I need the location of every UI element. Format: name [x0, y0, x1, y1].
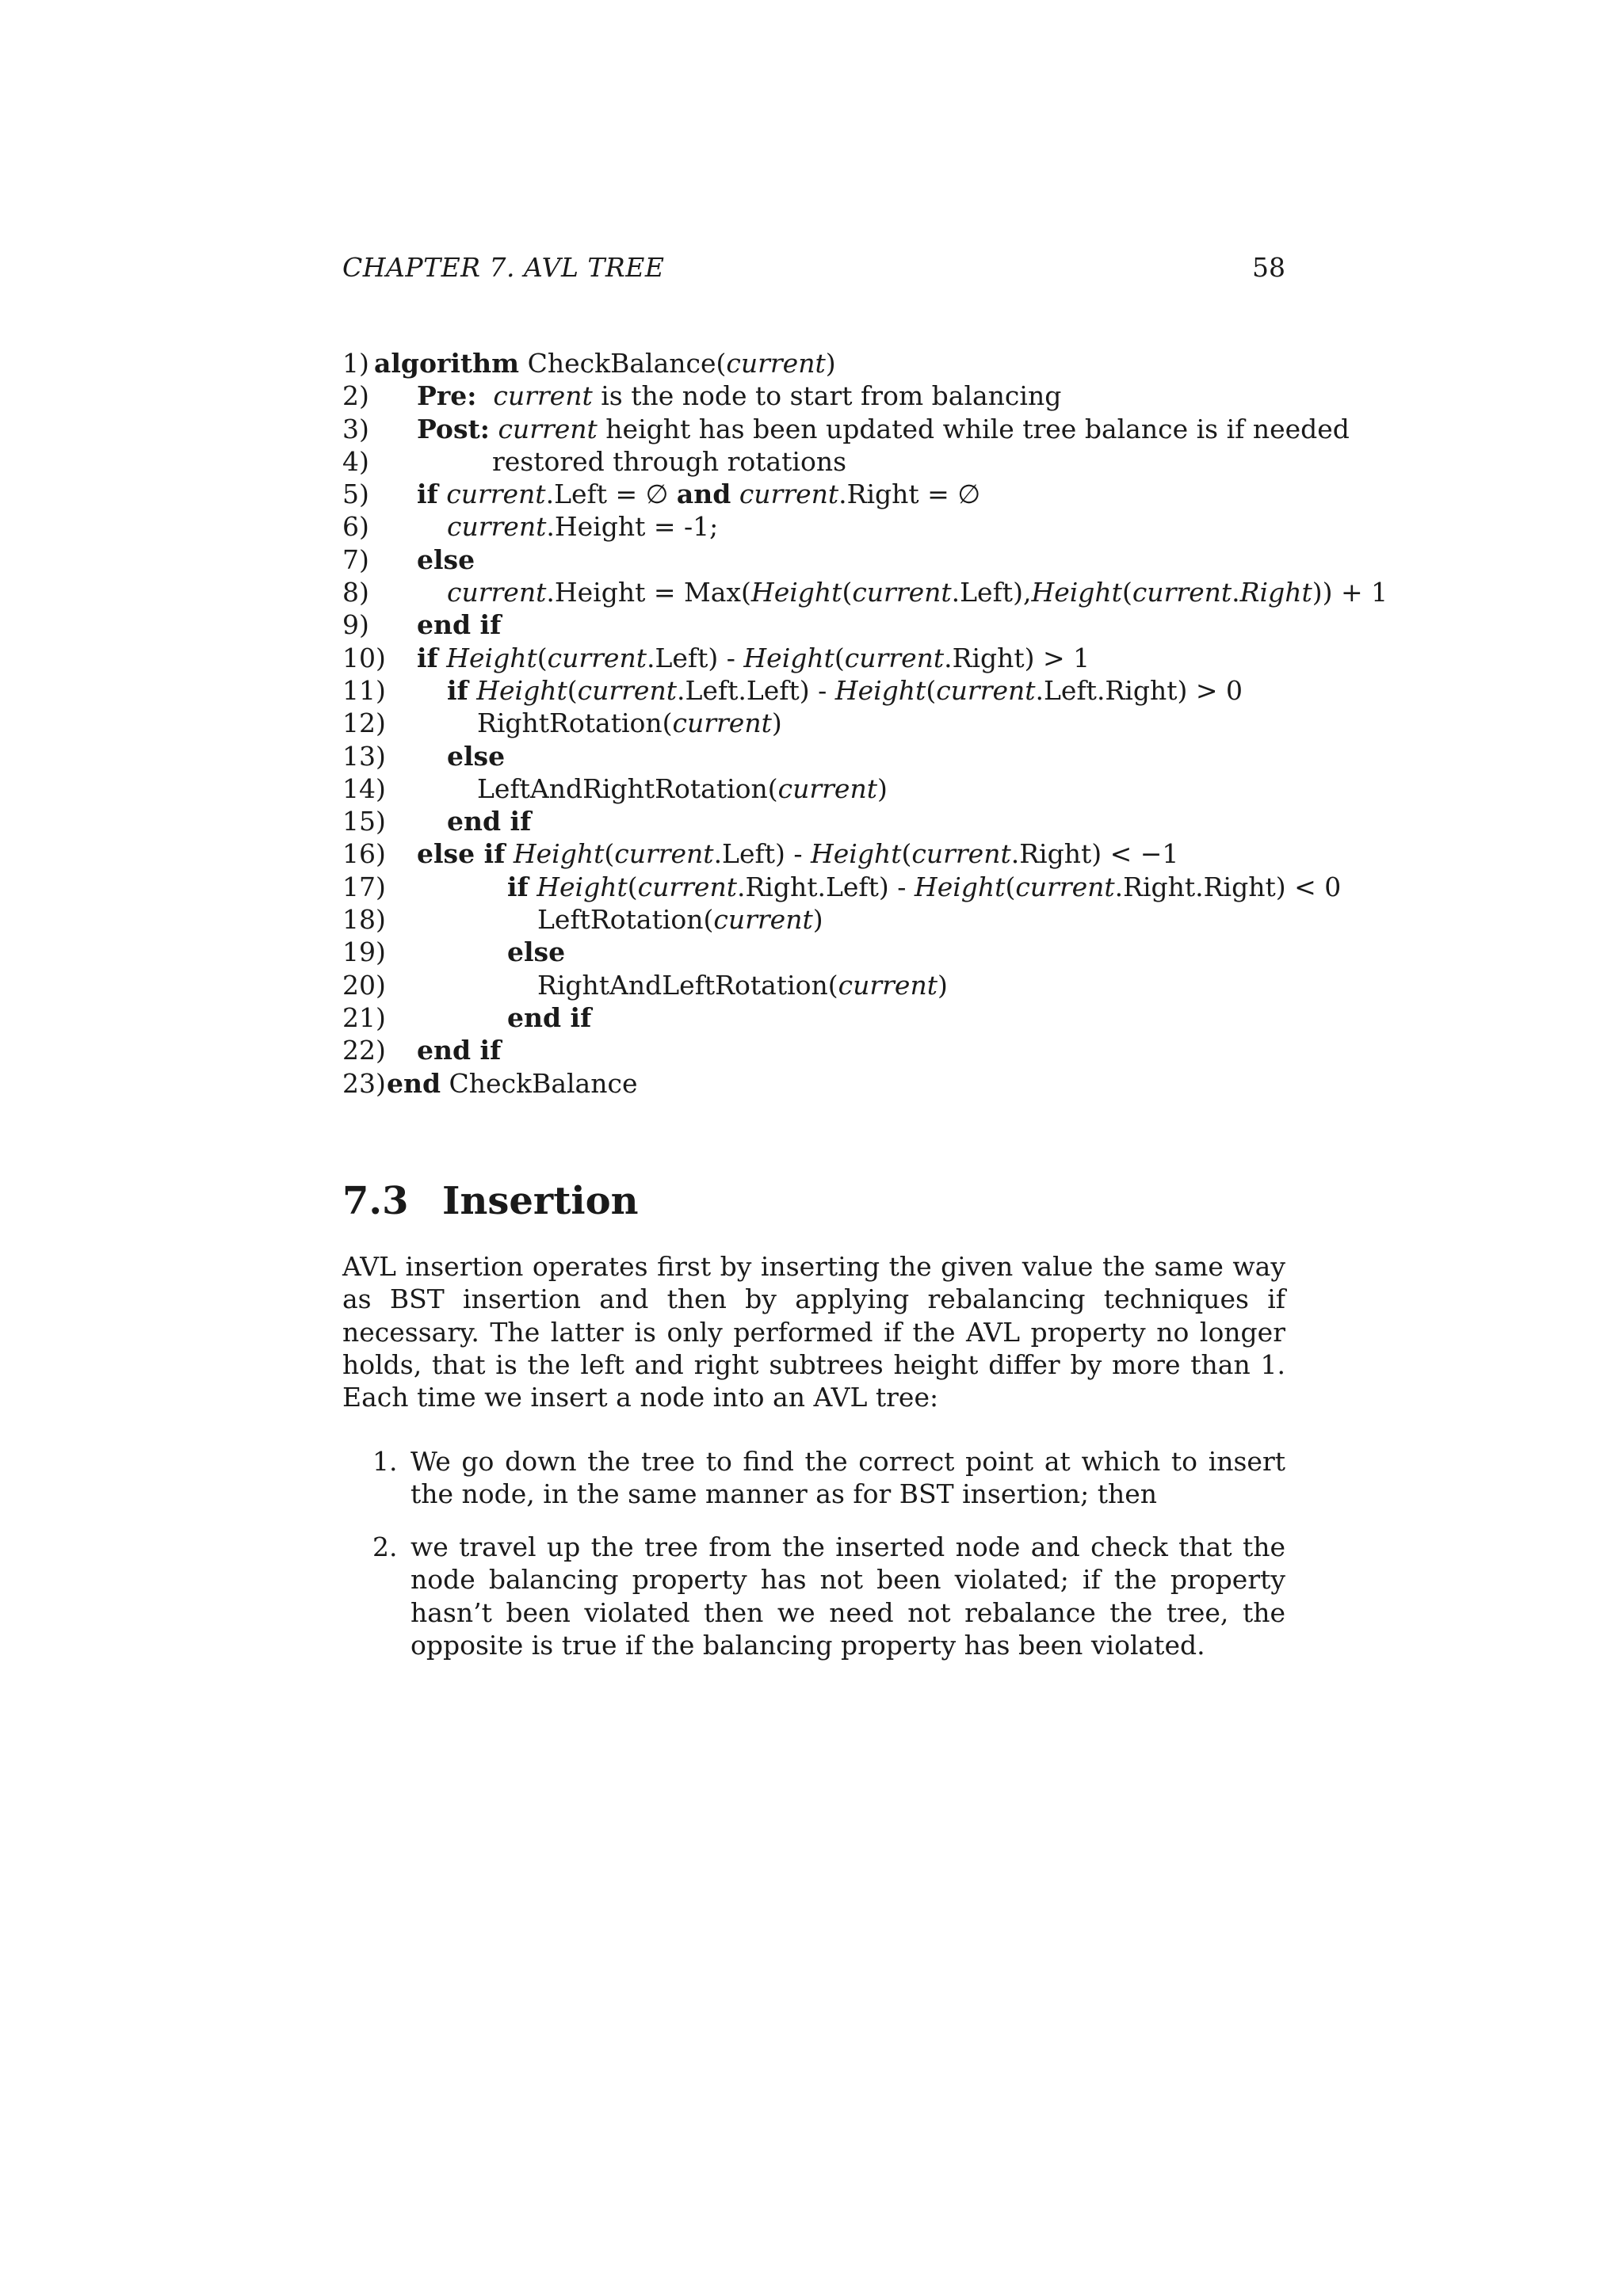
algorithm-line — [342, 707, 1491, 739]
line-number: 20) — [342, 969, 386, 1001]
line-number: 8) — [342, 577, 369, 608]
line-code — [417, 608, 501, 641]
line-code — [447, 576, 1388, 608]
code-text: LeftAndRightRotation( — [477, 772, 778, 804]
line-code — [477, 707, 782, 739]
code-text — [731, 479, 739, 509]
keyword: end if — [417, 1035, 502, 1066]
algorithm-line — [342, 608, 1491, 641]
identifier: current — [838, 969, 938, 1001]
code-text: ( — [1005, 871, 1016, 902]
keyword: end — [387, 1067, 441, 1099]
line-number: 1) — [342, 348, 369, 379]
keyword: else — [447, 740, 506, 772]
keyword: else — [507, 936, 566, 968]
code-text: .Right = ∅ — [838, 479, 981, 510]
section-number: 7.3 — [342, 1179, 409, 1223]
algorithm-line — [342, 805, 1491, 837]
algorithm-line — [342, 936, 1491, 968]
algorithm-line — [342, 347, 1491, 379]
list-item-text: We go down the tree to find the correct point at which to insert the node, in the same manner as for BST insertion; then — [411, 1446, 1285, 1510]
code-text: ( — [1121, 577, 1132, 608]
line-number: 14) — [342, 772, 386, 804]
code-text: RightAndLeftRotation( — [537, 969, 838, 1001]
line-code — [537, 969, 948, 1001]
algorithm-line — [342, 543, 1491, 576]
identifier: Height — [810, 838, 902, 870]
algorithm-line — [342, 969, 1491, 1001]
line-number: 2) — [342, 380, 369, 412]
line-number: 16) — [342, 838, 386, 870]
line-number: 19) — [342, 936, 386, 968]
code-text — [438, 643, 447, 673]
running-header — [342, 252, 1285, 287]
line-code — [417, 642, 1090, 674]
algorithm-line — [342, 1034, 1491, 1066]
body-paragraph: AVL insertion operates first by inserting the given value the same way as BST insertion and then by applying rebalancing techniques if necessary. The latter is only performed if the AVL property no longer holds, that is the left and right subtrees height differ by more than 1. Each time we insert a node into an AVL tree: — [342, 1251, 1285, 1413]
keyword: end if — [447, 806, 532, 837]
line-code — [492, 445, 846, 478]
algorithm-line — [342, 576, 1491, 608]
line-number: 17) — [342, 871, 386, 902]
keyword: Post: — [417, 413, 490, 444]
code-text: .Left), — [951, 577, 1032, 608]
code-text: height has been updated while tree balance is if needed — [597, 413, 1350, 444]
line-number: 6) — [342, 511, 369, 543]
identifier: current — [672, 707, 772, 739]
line-number: 7) — [342, 543, 369, 575]
identifier: current — [547, 642, 647, 673]
identifier: current — [1132, 577, 1232, 608]
identifier: current — [739, 479, 839, 510]
line-code — [417, 478, 980, 510]
list-item-number: 1. — [372, 1446, 398, 1477]
line-number: 10) — [342, 642, 386, 673]
identifier: current — [447, 511, 547, 543]
identifier: current — [493, 380, 593, 412]
identifier: Height — [914, 871, 1006, 902]
algorithm-line — [342, 642, 1491, 674]
line-code — [447, 805, 531, 837]
list-item-number: 2. — [372, 1531, 398, 1562]
code-text: .Right) > 1 — [944, 642, 1090, 673]
line-code — [417, 1034, 501, 1066]
identifier: Height — [750, 577, 842, 608]
code-text: .Height = -1; — [546, 511, 719, 543]
line-number: 18) — [342, 904, 386, 936]
code-text: .Right) < −1 — [1010, 838, 1179, 870]
code-text — [505, 838, 514, 869]
identifier: current — [844, 642, 945, 673]
identifier: Height — [834, 674, 926, 706]
code-text: .Left) - — [646, 642, 744, 673]
identifier: current — [713, 904, 813, 936]
keyword: if — [417, 479, 438, 510]
line-number: 11) — [342, 674, 386, 706]
code-text: ( — [627, 871, 638, 902]
code-text: ) — [825, 348, 836, 379]
algorithm-line — [342, 1001, 1491, 1034]
identifier: Height — [537, 871, 628, 902]
code-text — [490, 414, 498, 444]
identifier: current — [498, 413, 598, 444]
identifier: Right — [1239, 577, 1312, 608]
line-code — [417, 837, 1178, 870]
keyword: else — [417, 543, 475, 575]
code-text: ( — [834, 642, 845, 673]
code-text: restored through rotations — [492, 445, 847, 477]
section-heading — [342, 1177, 639, 1226]
algorithm-line — [342, 740, 1491, 772]
code-text — [438, 479, 447, 509]
line-code — [507, 936, 565, 968]
code-text: .Left) - — [713, 838, 811, 870]
line-code — [417, 379, 1061, 412]
algorithm-line — [342, 478, 1491, 510]
code-text: . — [1232, 577, 1240, 608]
code-text: ( — [567, 674, 578, 706]
code-text — [468, 675, 477, 706]
chapter-title: CHAPTER 7. AVL TREE — [342, 252, 665, 283]
identifier: current — [726, 348, 826, 379]
algorithm-line — [342, 837, 1491, 870]
identifier: current — [637, 871, 737, 902]
code-text: .Left.Right) > 0 — [1035, 674, 1243, 706]
code-text: .Left = ∅ — [545, 479, 677, 510]
keyword: algorithm — [374, 348, 520, 379]
keyword: and — [676, 479, 731, 510]
list-item-text: we travel up the tree from the inserted node and check that the node balancing property has not been violated; if the property hasn’t been violated then we need not rebalance the tree, the opposite is true if the balancing property has been violated. — [411, 1531, 1285, 1661]
identifier: current — [777, 772, 877, 804]
identifier: current — [614, 838, 714, 870]
line-code — [387, 1067, 637, 1100]
line-code — [417, 543, 475, 576]
identifier: current — [1015, 871, 1115, 902]
code-text: .Left.Left) - — [676, 674, 835, 706]
keyword: if — [507, 871, 529, 902]
page-number: 58 — [1252, 252, 1285, 283]
keyword: end if — [417, 609, 502, 641]
code-text: )) + 1 — [1312, 577, 1388, 608]
line-number: 15) — [342, 806, 386, 837]
algorithm-line — [342, 674, 1491, 707]
line-code — [447, 510, 718, 543]
algorithm-line — [342, 772, 1491, 805]
code-text: ( — [537, 642, 548, 673]
code-text: .Right.Left) - — [736, 871, 915, 902]
code-text: ( — [604, 838, 615, 870]
identifier: current — [911, 838, 1011, 870]
code-text: RightRotation( — [477, 707, 673, 739]
code-text: is the node to start from balancing — [592, 380, 1062, 412]
identifier: Height — [513, 838, 605, 870]
line-number: 5) — [342, 479, 369, 510]
algorithm-line — [342, 903, 1491, 936]
identifier: current — [447, 577, 547, 608]
keyword: end if — [507, 1001, 592, 1033]
code-text — [476, 380, 493, 411]
line-code — [507, 1001, 591, 1034]
line-code — [477, 772, 888, 805]
line-number: 9) — [342, 609, 369, 641]
identifier: current — [577, 674, 677, 706]
line-number: 13) — [342, 740, 386, 772]
line-number: 12) — [342, 707, 386, 739]
identifier: Height — [1031, 577, 1122, 608]
line-code — [447, 740, 505, 772]
keyword: if — [417, 642, 438, 673]
algorithm-line — [342, 445, 1491, 478]
algorithm-listing — [342, 347, 1491, 1100]
code-text: ) — [771, 707, 782, 739]
line-code — [507, 871, 1341, 903]
code-text: ( — [926, 674, 937, 706]
code-text: .Height = Max( — [546, 577, 751, 608]
code-text: ) — [812, 904, 823, 936]
code-text: ) — [937, 969, 948, 1001]
keyword: Pre: — [417, 380, 477, 412]
line-number: 21) — [342, 1001, 386, 1033]
algorithm-line — [342, 1067, 1491, 1100]
code-text: .Right.Right) < 0 — [1114, 871, 1342, 902]
identifier: Height — [446, 642, 537, 673]
identifier: current — [446, 479, 546, 510]
line-number: 23) — [342, 1067, 386, 1099]
code-text: CheckBalance — [441, 1067, 638, 1099]
identifier: current — [936, 674, 1036, 706]
line-number: 4) — [342, 445, 369, 477]
code-text: ) — [876, 772, 888, 804]
code-text — [529, 871, 537, 902]
code-text: ( — [842, 577, 853, 608]
line-code — [447, 674, 1243, 707]
section-title: Insertion — [442, 1179, 639, 1223]
code-text: ( — [901, 838, 912, 870]
line-number: 22) — [342, 1035, 386, 1066]
algorithm-line — [342, 510, 1491, 543]
code-text: LeftRotation( — [537, 904, 714, 936]
keyword: if — [447, 674, 468, 706]
line-code — [374, 347, 836, 379]
algorithm-line — [342, 379, 1491, 412]
keyword: else if — [417, 838, 506, 870]
identifier: Height — [476, 674, 567, 706]
line-number: 3) — [342, 413, 369, 444]
identifier: Height — [743, 642, 834, 673]
line-code — [537, 903, 823, 936]
code-text: CheckBalance( — [519, 348, 727, 379]
algorithm-line — [342, 413, 1491, 445]
line-code — [417, 413, 1350, 445]
algorithm-line — [342, 871, 1491, 903]
identifier: current — [852, 577, 952, 608]
